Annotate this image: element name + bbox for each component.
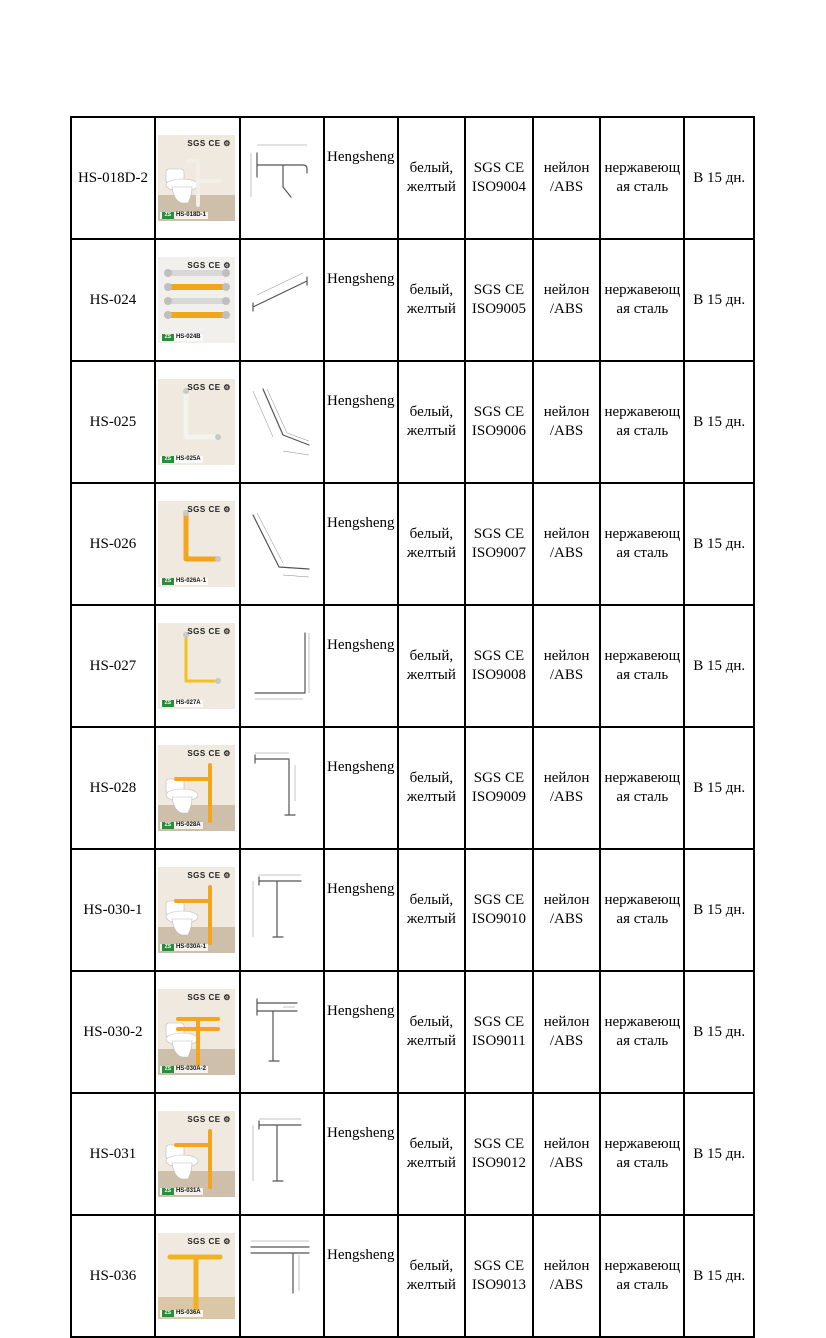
certification-logos: SGS CE ⚙ (187, 993, 231, 1002)
product-photo (158, 623, 235, 709)
certification-cell: SGS CE ISO9013 (465, 1215, 533, 1337)
steel-cell: нержавеющ ая сталь (600, 361, 684, 483)
photo-label-text: HS-030A-2 (175, 1066, 206, 1072)
material-cell: нейлон /ABS (533, 849, 601, 971)
table-row (71, 605, 754, 727)
photo-label-text: HS-028A (175, 822, 201, 828)
technical-drawing-cell (240, 605, 324, 727)
photo-model-label (160, 1066, 208, 1073)
product-photo (158, 257, 235, 343)
model-cell: HS-030-2 (71, 971, 155, 1093)
photo-model-label (160, 944, 208, 951)
certification-cell: SGS CE ISO9012 (465, 1093, 533, 1215)
certification-logos: SGS CE ⚙ (187, 261, 231, 270)
dimension-drawing (243, 745, 319, 831)
certification-logos: SGS CE ⚙ (187, 383, 231, 392)
technical-drawing-cell (240, 117, 324, 239)
product-photo (158, 1111, 235, 1197)
product-photo-cell (155, 727, 240, 849)
product-table (70, 116, 755, 1338)
brand-cell: Hengsheng (324, 239, 398, 361)
steel-cell: нержавеющ ая сталь (600, 117, 684, 239)
steel-cell: нержавеющ ая сталь (600, 849, 684, 971)
color-cell: белый, желтый (398, 1093, 466, 1215)
photo-label-text: HS-026A-1 (175, 578, 206, 584)
photo-label-text: HS-027A (175, 700, 201, 706)
delivery-term-cell: В 15 дн. (684, 1093, 754, 1215)
product-photo-cell (155, 1093, 240, 1215)
photo-label-text: HS-031A (175, 1188, 201, 1194)
brand-mark-icon: ZS (162, 944, 174, 951)
brand-mark-icon: ZS (162, 1066, 174, 1073)
photo-model-label (160, 578, 208, 585)
certification-cell: SGS CE ISO9005 (465, 239, 533, 361)
material-cell: нейлон /ABS (533, 1093, 601, 1215)
product-photo-cell (155, 605, 240, 727)
material-cell: нейлон /ABS (533, 1215, 601, 1337)
table-row (71, 727, 754, 849)
delivery-term-cell: В 15 дн. (684, 361, 754, 483)
brand-cell: Hengsheng (324, 483, 398, 605)
brand-cell: Hengsheng (324, 117, 398, 239)
product-photo (158, 867, 235, 953)
material-cell: нейлон /ABS (533, 727, 601, 849)
photo-model-label (160, 1310, 203, 1317)
certification-logos: SGS CE ⚙ (187, 1237, 231, 1246)
material-cell: нейлон /ABS (533, 361, 601, 483)
color-cell: белый, желтый (398, 971, 466, 1093)
product-photo-cell (155, 1215, 240, 1337)
certification-logos: SGS CE ⚙ (187, 505, 231, 514)
brand-mark-icon: ZS (162, 456, 174, 463)
brand-mark-icon: ZS (162, 578, 174, 585)
steel-cell: нержавеющ ая сталь (600, 727, 684, 849)
photo-model-label (160, 456, 203, 463)
product-photo (158, 501, 235, 587)
photo-model-label (160, 1188, 203, 1195)
certification-cell: SGS CE ISO9010 (465, 849, 533, 971)
product-photo (158, 379, 235, 465)
brand-mark-icon: ZS (162, 1188, 174, 1195)
brand-mark-icon: ZS (162, 212, 174, 219)
dimension-drawing (243, 1233, 319, 1319)
steel-cell: нержавеющ ая сталь (600, 971, 684, 1093)
dimension-drawing (243, 379, 319, 465)
brand-mark-icon: ZS (162, 1310, 174, 1317)
model-cell: HS-027 (71, 605, 155, 727)
table-row (71, 361, 754, 483)
table-row (71, 849, 754, 971)
photo-label-text: HS-030A-1 (175, 944, 206, 950)
material-cell: нейлон /ABS (533, 605, 601, 727)
product-photo-cell (155, 971, 240, 1093)
dimension-drawing (243, 501, 319, 587)
certification-cell: SGS CE ISO9007 (465, 483, 533, 605)
color-cell: белый, желтый (398, 605, 466, 727)
product-photo-cell (155, 483, 240, 605)
table-row (71, 117, 754, 239)
dimension-drawing (243, 1111, 319, 1197)
dimension-drawing (243, 257, 319, 343)
certification-logos: SGS CE ⚙ (187, 1115, 231, 1124)
color-cell: белый, желтый (398, 239, 466, 361)
certification-logos: SGS CE ⚙ (187, 627, 231, 636)
model-cell: HS-026 (71, 483, 155, 605)
color-cell: белый, желтый (398, 849, 466, 971)
technical-drawing-cell (240, 361, 324, 483)
dimension-drawing (243, 989, 319, 1075)
steel-cell: нержавеющ ая сталь (600, 1093, 684, 1215)
color-cell: белый, желтый (398, 727, 466, 849)
color-cell: белый, желтый (398, 361, 466, 483)
brand-mark-icon: ZS (162, 334, 174, 341)
product-photo-cell (155, 239, 240, 361)
delivery-term-cell: В 15 дн. (684, 971, 754, 1093)
photo-model-label (160, 212, 208, 219)
table-row (71, 1215, 754, 1337)
certification-cell: SGS CE ISO9006 (465, 361, 533, 483)
delivery-term-cell: В 15 дн. (684, 483, 754, 605)
model-cell: HS-036 (71, 1215, 155, 1337)
photo-label-text: HS-024B (175, 334, 201, 340)
dimension-drawing (243, 623, 319, 709)
product-photo (158, 1233, 235, 1319)
certification-logos: SGS CE ⚙ (187, 139, 231, 148)
technical-drawing-cell (240, 483, 324, 605)
product-photo (158, 745, 235, 831)
technical-drawing-cell (240, 239, 324, 361)
material-cell: нейлон /ABS (533, 483, 601, 605)
photo-label-text: HS-025A (175, 456, 201, 462)
material-cell: нейлон /ABS (533, 239, 601, 361)
delivery-term-cell: В 15 дн. (684, 239, 754, 361)
technical-drawing-cell (240, 971, 324, 1093)
technical-drawing-cell (240, 1215, 324, 1337)
steel-cell: нержавеющ ая сталь (600, 483, 684, 605)
color-cell: белый, желтый (398, 483, 466, 605)
steel-cell: нержавеющ ая сталь (600, 1215, 684, 1337)
color-cell: белый, желтый (398, 117, 466, 239)
delivery-term-cell: В 15 дн. (684, 605, 754, 727)
table-row (71, 239, 754, 361)
table-row (71, 1093, 754, 1215)
product-photo-cell (155, 117, 240, 239)
product-photo-cell (155, 849, 240, 971)
product-photo (158, 135, 235, 221)
brand-cell: Hengsheng (324, 361, 398, 483)
color-cell: белый, желтый (398, 1215, 466, 1337)
certification-logos: SGS CE ⚙ (187, 871, 231, 880)
photo-model-label (160, 822, 203, 829)
brand-cell: Hengsheng (324, 1093, 398, 1215)
dimension-drawing (243, 867, 319, 953)
brand-cell: Hengsheng (324, 605, 398, 727)
brand-cell: Hengsheng (324, 849, 398, 971)
brand-cell: Hengsheng (324, 971, 398, 1093)
certification-cell: SGS CE ISO9008 (465, 605, 533, 727)
certification-logos: SGS CE ⚙ (187, 749, 231, 758)
delivery-term-cell: В 15 дн. (684, 1215, 754, 1337)
model-cell: HS-018D-2 (71, 117, 155, 239)
model-cell: HS-031 (71, 1093, 155, 1215)
photo-model-label (160, 334, 203, 341)
model-cell: HS-030-1 (71, 849, 155, 971)
table-row (71, 971, 754, 1093)
model-cell: HS-024 (71, 239, 155, 361)
model-cell: HS-025 (71, 361, 155, 483)
brand-cell: Hengsheng (324, 727, 398, 849)
certification-cell: SGS CE ISO9011 (465, 971, 533, 1093)
dimension-drawing (243, 135, 319, 221)
delivery-term-cell: В 15 дн. (684, 117, 754, 239)
brand-cell: Hengsheng (324, 1215, 398, 1337)
model-cell: HS-028 (71, 727, 155, 849)
brand-mark-icon: ZS (162, 822, 174, 829)
delivery-term-cell: В 15 дн. (684, 849, 754, 971)
material-cell: нейлон /ABS (533, 971, 601, 1093)
brand-mark-icon: ZS (162, 700, 174, 707)
delivery-term-cell: В 15 дн. (684, 727, 754, 849)
technical-drawing-cell (240, 1093, 324, 1215)
table-body (71, 117, 754, 1337)
product-photo (158, 989, 235, 1075)
photo-label-text: HS-018D-1 (175, 212, 206, 218)
technical-drawing-cell (240, 727, 324, 849)
photo-model-label (160, 700, 203, 707)
photo-label-text: HS-036A (175, 1310, 201, 1316)
product-photo-cell (155, 361, 240, 483)
material-cell: нейлон /ABS (533, 117, 601, 239)
certification-cell: SGS CE ISO9009 (465, 727, 533, 849)
table-row (71, 483, 754, 605)
technical-drawing-cell (240, 849, 324, 971)
certification-cell: SGS CE ISO9004 (465, 117, 533, 239)
steel-cell: нержавеющ ая сталь (600, 605, 684, 727)
steel-cell: нержавеющ ая сталь (600, 239, 684, 361)
